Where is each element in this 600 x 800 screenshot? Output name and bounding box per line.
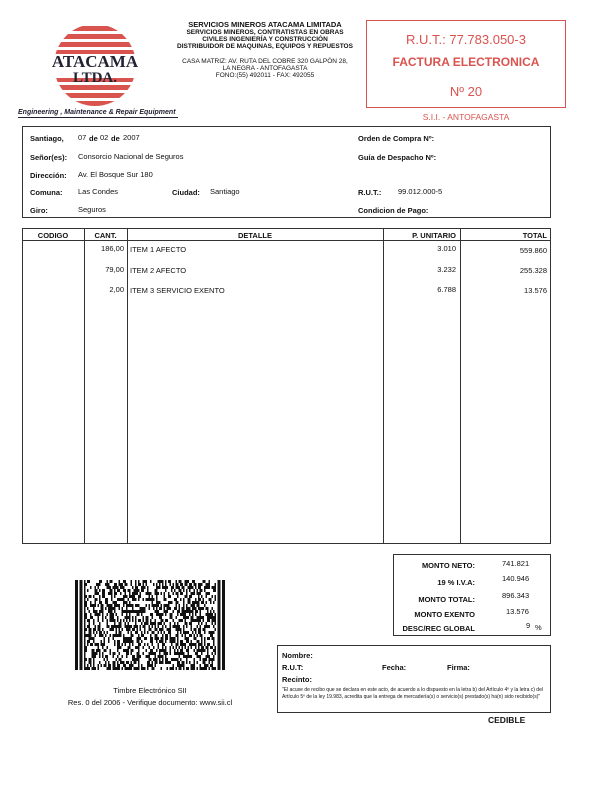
neto-label: MONTO NETO: xyxy=(421,561,475,570)
giro-value: Seguros xyxy=(78,205,106,214)
row-3-detalle: ITEM 3 SERVICIO EXENTO xyxy=(130,286,225,295)
total-label: MONTO TOTAL: xyxy=(418,595,475,604)
giro-label: Giro: xyxy=(30,206,48,215)
timbre-line-2: Res. 0 del 2006 - Verifique documento: www.sii.cl xyxy=(67,698,233,707)
row-1-unit: 3.010 xyxy=(437,244,456,253)
header-detalle: DETALLE xyxy=(237,231,273,240)
header-cant: CANT. xyxy=(94,231,117,240)
document-type: FACTURA ELECTRONICA xyxy=(392,55,540,69)
exento-value: 13.576 xyxy=(506,607,529,616)
date-day: 07 xyxy=(78,133,87,142)
neto-value: 741.821 xyxy=(502,559,530,568)
direccion-label: Dirección: xyxy=(30,171,67,180)
comuna-value: Las Condes xyxy=(78,187,119,196)
row-2-total: 255.328 xyxy=(519,266,547,275)
comuna-label: Comuna: xyxy=(30,188,63,197)
row-2-unit: 3.232 xyxy=(437,265,456,274)
company-line-2: CIVILES INGENIERÍA Y CONSTRUCCIÓN xyxy=(202,36,328,43)
guia-despacho-label: Guía de Despacho Nº: xyxy=(358,153,437,162)
row-3-cant: 2,00 xyxy=(109,285,124,294)
orden-compra-label: Orden de Compra Nº: xyxy=(358,134,435,143)
receipt-legal-text: "El acuse de recibo que se declara en este acto, de acuerdo a lo dispuesto en la letra b) del Artículo 4º y la letra c) del Artículo 5º de la ley 19.983, acredita que la entrega de mercadería(s) o servicio(s) prestado(s) ha(n) sido recibido(s)" xyxy=(282,687,543,700)
ciudad-label: Ciudad: xyxy=(172,188,200,197)
senor-value: Consorcio Nacional de Seguros xyxy=(78,152,184,161)
barcode-pattern-icon xyxy=(75,580,225,670)
row-2-cant: 79,00 xyxy=(105,265,124,274)
document-number: Nº 20 xyxy=(449,84,483,99)
col-divider-4 xyxy=(460,228,461,544)
receipt-fecha-label: Fecha: xyxy=(382,663,407,672)
company-info xyxy=(170,20,360,79)
iva-label: 19 % I.V.A: xyxy=(437,578,475,587)
city-label: Santiago, xyxy=(30,134,64,143)
timbre-line-1: Timbre Electrónico SII xyxy=(113,686,187,695)
row-1-total: 559.860 xyxy=(519,246,547,255)
table-header-divider xyxy=(22,240,551,241)
col-divider-3 xyxy=(383,228,384,544)
client-rut-label: R.U.T.: xyxy=(358,188,382,197)
sii-office: S.I.I. - ANTOFAGASTA xyxy=(422,112,510,122)
logo-text-1: ATACAMA xyxy=(51,52,139,71)
date-de-1: de xyxy=(89,134,98,143)
desc-rec-label: DESC/REC GLOBAL xyxy=(402,624,475,633)
ciudad-value: Santiago xyxy=(210,187,240,196)
row-2-detalle: ITEM 2 AFECTO xyxy=(130,266,187,275)
senor-label: Señor(es): xyxy=(30,153,68,162)
header-codigo: CODIGO xyxy=(37,231,69,240)
receipt-firma-label: Firma: xyxy=(447,663,470,672)
condicion-pago-label: Condicion de Pago: xyxy=(358,206,429,215)
rut-number: R.U.T.: 77.783.050-3 xyxy=(406,32,526,47)
row-1-detalle: ITEM 1 AFECTO xyxy=(130,245,187,254)
col-divider-1 xyxy=(84,228,85,544)
company-address-1: CASA MATRIZ: AV. RUTA DEL COBRE 320 GALPÓN 28, xyxy=(182,58,348,65)
header-total: TOTAL xyxy=(522,231,547,240)
total-value: 896.343 xyxy=(502,591,530,600)
company-tagline: Engineering , Maintenance & Repair Equipment xyxy=(18,109,178,118)
col-divider-2 xyxy=(127,228,128,544)
barcode-pdf417 xyxy=(75,580,225,670)
date-year: 2007 xyxy=(123,133,140,142)
date-de-2: de xyxy=(111,134,120,143)
client-rut-value: 99.012.000-5 xyxy=(398,187,443,196)
desc-rec-value: 9 xyxy=(526,621,531,630)
company-logo xyxy=(20,18,170,118)
direccion-value: Av. El Bosque Sur 180 xyxy=(78,170,153,179)
company-address-2: LA NEGRA - ANTOFAGASTA xyxy=(222,65,308,72)
logo-text-2: LTDA. xyxy=(72,70,118,86)
company-phone: FONO:(55) 492011 - FAX: 492055 xyxy=(215,72,315,79)
row-3-unit: 6.788 xyxy=(437,285,456,294)
iva-value: 140.946 xyxy=(502,574,530,583)
company-line-3: DISTRIBUIDOR DE MAQUINAS, EQUIPOS Y REPUESTOS xyxy=(177,43,353,50)
cedible-label: CEDIBLE xyxy=(488,715,526,725)
header-p-unitario: P. UNITARIO xyxy=(412,231,456,240)
receipt-nombre-label: Nombre: xyxy=(282,651,313,660)
receipt-rut-label: R.U.T: xyxy=(282,663,304,672)
company-name: SERVICIOS MINEROS ATACAMA LIMITADA xyxy=(188,20,342,29)
exento-label: MONTO EXENTO xyxy=(414,610,475,619)
receipt-recinto-label: Recinto: xyxy=(282,675,312,684)
date-month: 02 xyxy=(100,133,109,142)
desc-rec-unit: % xyxy=(535,623,542,632)
company-line-1: SERVICIOS MINEROS, CONTRATISTAS EN OBRAS xyxy=(186,29,344,36)
row-3-total: 13.576 xyxy=(524,286,547,295)
row-1-cant: 186,00 xyxy=(101,244,124,253)
receipt-box xyxy=(277,645,551,713)
items-table xyxy=(22,228,551,544)
